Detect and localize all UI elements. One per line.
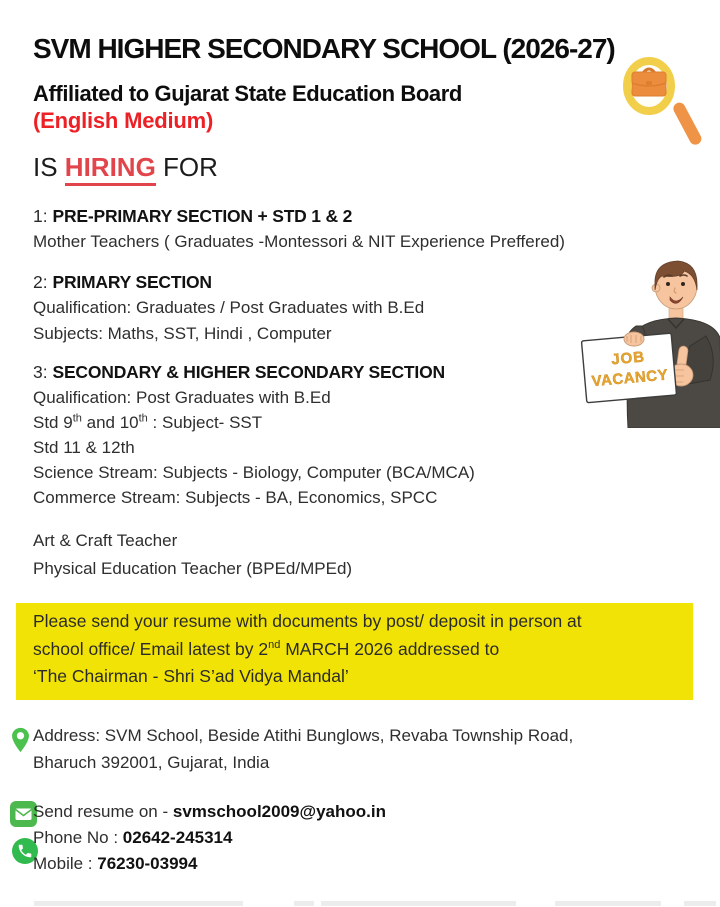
other-roles	[33, 527, 352, 583]
job-search-icon	[612, 48, 712, 160]
email-address: svmschool2009@yahoo.in	[172, 802, 386, 821]
section-line: Science Stream: Subjects - Biology, Computer (BCA/MCA)	[33, 463, 475, 482]
section-line: Commerce Stream: Subjects - BA, Economics, SPCC	[33, 488, 438, 507]
phone-number: 02642-245314	[122, 828, 233, 847]
hiring-highlight: HIRING	[65, 152, 156, 186]
section-title: PRIMARY SECTION	[52, 272, 212, 292]
address-block	[33, 722, 573, 776]
section-line-std: Std 9th and 10th : Subject- SST	[33, 412, 263, 432]
role-line: Physical Education Teacher (BPEd/MPEd)	[33, 559, 353, 578]
svg-text:VACANCY: VACANCY	[591, 366, 669, 391]
address-line: Bharuch 392001, Gujarat, India	[33, 753, 270, 772]
section-number: 3:	[33, 362, 48, 382]
address-line: Address: SVM School, Beside Atithi Bunglows, Revaba Township Road,	[33, 726, 574, 745]
notice-line: ‘The Chairman - Shri S’ad Vidya Mandal’	[33, 666, 349, 686]
hiring-suffix: FOR	[155, 152, 218, 182]
notice-line: Please send your resume with documents by post/ deposit in person at	[33, 611, 582, 631]
section-number: 1:	[33, 206, 48, 226]
hiring-prefix: IS	[33, 152, 65, 182]
section-number: 2:	[33, 272, 48, 292]
section-heading	[33, 269, 424, 295]
contact-block	[33, 799, 386, 877]
notice-box	[16, 603, 693, 700]
section-heading	[33, 359, 475, 385]
affiliation-text: Affiliated to Gujarat State Education Board	[33, 81, 462, 106]
location-pin-icon	[6, 721, 35, 759]
mobile-number: 76230-03994	[97, 854, 198, 873]
notice-line: school office/ Email latest by 2nd MARCH 2026 addressed to	[33, 638, 500, 659]
section-heading	[33, 203, 565, 229]
role-line: Art & Craft Teacher	[33, 531, 178, 550]
section-title: SECONDARY & HIGHER SECONDARY SECTION	[52, 362, 445, 382]
school-title: SVM HIGHER SECONDARY SCHOOL (2026-27)	[33, 33, 615, 64]
section-primary	[33, 269, 424, 347]
section-title: PRE-PRIMARY SECTION + STD 1 & 2	[52, 206, 353, 226]
section-line: Qualification: Graduates / Post Graduates with B.Ed	[33, 298, 425, 317]
section-line: Qualification: Post Graduates with B.Ed	[33, 388, 331, 407]
svg-text:JOB: JOB	[610, 348, 646, 369]
section-line: Mother Teachers ( Graduates -Montessori & NIT Experience Preffered)	[33, 232, 565, 251]
section-pre-primary	[33, 203, 565, 255]
medium-text: (English Medium)	[33, 108, 214, 133]
mobile-line: Mobile : 76230-03994	[33, 854, 198, 873]
section-line: Std 11 & 12th	[33, 438, 135, 457]
bottom-strip	[684, 901, 716, 906]
email-line: Send resume on - svmschool2009@yahoo.in	[33, 802, 386, 821]
bottom-strip	[555, 901, 661, 906]
phone-line: Phone No : 02642-245314	[33, 828, 233, 847]
bottom-strip	[294, 901, 314, 906]
hiring-line	[33, 152, 218, 183]
bottom-strip	[34, 901, 243, 906]
bottom-strip	[321, 901, 516, 906]
job-vacancy-illustration	[578, 258, 720, 428]
section-secondary	[33, 359, 475, 510]
section-line: Subjects: Maths, SST, Hindi , Computer	[33, 324, 332, 343]
notice-text	[33, 608, 582, 691]
